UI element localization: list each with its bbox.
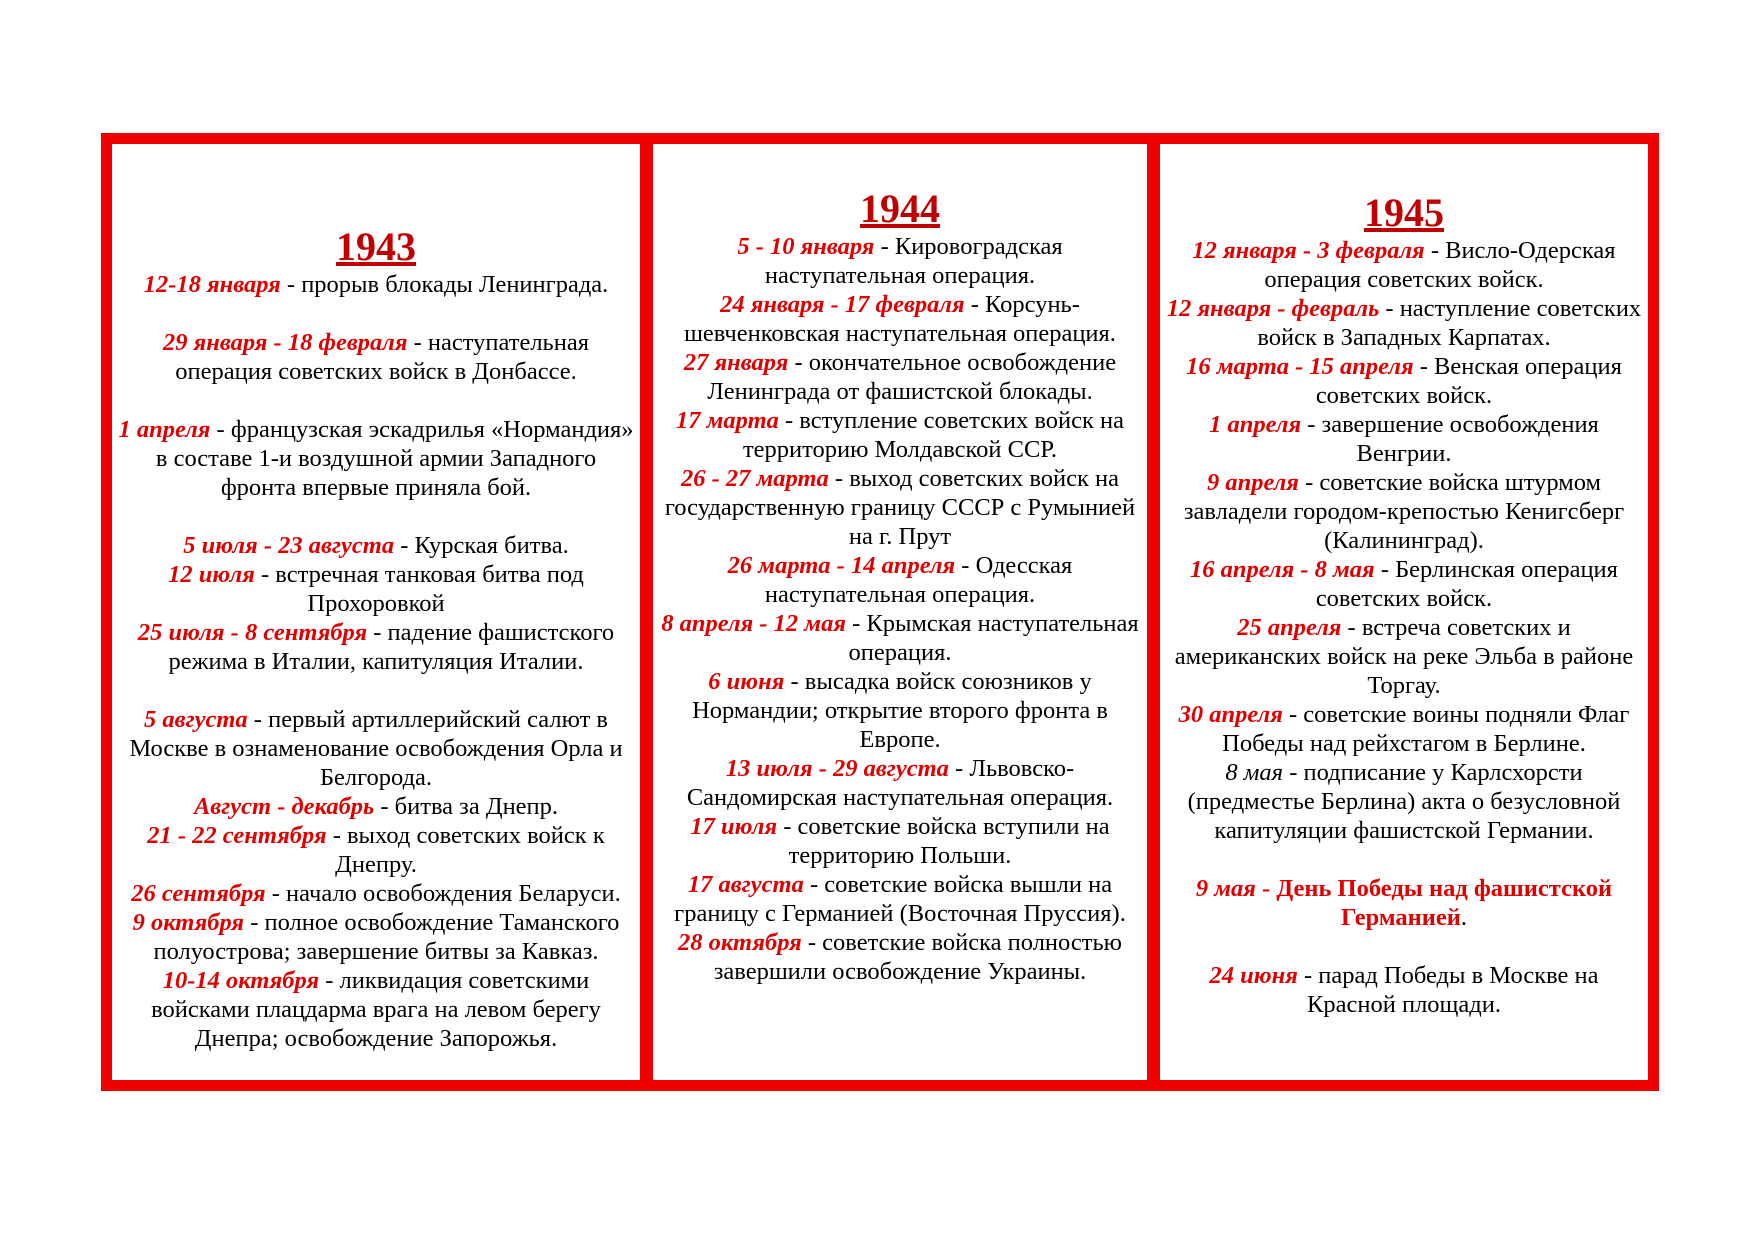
event-date: Август - декабрь bbox=[193, 793, 375, 820]
year-heading: 1944 bbox=[860, 186, 940, 231]
event-entry bbox=[657, 348, 1143, 406]
event-text: - падение фашистского режима в Италии, капитуляция Италии. bbox=[168, 619, 615, 675]
column-1943 bbox=[112, 144, 640, 1080]
event-text: - Львовско-Сандомирская наступательная операция. bbox=[686, 755, 1114, 811]
event-text: - французская эскадрилья «Нормандия» в составе 1-и воздушной армии Западного фронта впервые приняла бой. bbox=[155, 416, 634, 501]
event-text: - Курская битва. bbox=[394, 532, 569, 559]
event-date: 1 апреля bbox=[118, 416, 211, 443]
event-date: 17 июля bbox=[690, 813, 778, 840]
event-date: 5 июля - 23 августа bbox=[183, 532, 395, 559]
event-text-tail: . bbox=[1460, 904, 1467, 931]
event-text: - советские войска штурмом завладели городом-крепостью Кенигсберг (Калининград). bbox=[1183, 469, 1625, 554]
event-date: 12-18 января bbox=[143, 271, 281, 298]
event-text: - Крымская наступательная операция. bbox=[845, 610, 1139, 666]
event-entry bbox=[118, 328, 634, 386]
event-text: - встречная танковая битва под Прохоровкой bbox=[254, 561, 584, 617]
event-text: - завершение освобождения Венгрии. bbox=[1301, 411, 1599, 467]
event-date: 24 июня bbox=[1209, 962, 1298, 989]
event-date: 30 апреля bbox=[1178, 701, 1283, 728]
event-entry bbox=[657, 928, 1143, 986]
event-date: 16 апреля - 8 мая bbox=[1190, 556, 1375, 583]
year-heading: 1943 bbox=[336, 224, 416, 269]
event-text: - Одесская наступательная операция. bbox=[764, 552, 1073, 608]
event-entry bbox=[118, 705, 634, 792]
event-date: 25 апреля bbox=[1237, 614, 1342, 641]
event-date: 26 сентября bbox=[131, 880, 266, 907]
event-text: - Корсунь-шевченковская наступательная операция. bbox=[684, 291, 1116, 347]
event-entry bbox=[657, 406, 1143, 464]
event-entry bbox=[118, 560, 634, 618]
event-entry bbox=[118, 415, 634, 502]
event-entry bbox=[118, 966, 634, 1053]
event-date: 28 октября bbox=[678, 929, 802, 956]
event-date: 25 июля - 8 сентября bbox=[137, 619, 368, 646]
event-text: - советские войска вступили на территорию Польши. bbox=[777, 813, 1110, 869]
event-entry bbox=[118, 879, 634, 908]
event-text: - наступательная операция советских войск в Донбассе. bbox=[175, 329, 589, 385]
event-text: - советские воины подняли Флаг Победы над рейхстагом в Берлине. bbox=[1222, 701, 1630, 757]
event-entry bbox=[1164, 236, 1644, 294]
event-text: - советские войска вышли на границу с Германией (Восточная Пруссия). bbox=[674, 871, 1126, 927]
column-1944 bbox=[640, 144, 1147, 1080]
event-text: - Венская операция советских войск. bbox=[1315, 353, 1622, 409]
event-text: - битва за Днепр. bbox=[374, 793, 559, 820]
event-text: - Висло-Одерская операция советских войск. bbox=[1264, 237, 1616, 293]
event-date: 13 июля - 29 августа bbox=[725, 755, 949, 782]
event-entry bbox=[657, 609, 1143, 667]
event-date: 8 мая bbox=[1225, 759, 1284, 786]
event-date: 24 января - 17 февраля bbox=[720, 291, 965, 318]
event-entry bbox=[118, 531, 634, 560]
event-entry bbox=[118, 821, 634, 879]
event-entry bbox=[657, 754, 1143, 812]
event-text: - подписание у Карлсхорсти (предместье Берлина) акта о безусловной капитуляции фашистской Германии. bbox=[1187, 759, 1621, 844]
event-entry bbox=[118, 792, 634, 821]
event-text: - Берлинская операция советских войск. bbox=[1315, 556, 1618, 612]
event-date: 1 апреля bbox=[1209, 411, 1302, 438]
year-heading: 1945 bbox=[1364, 190, 1444, 235]
event-date: 9 мая bbox=[1195, 875, 1256, 902]
event-entry bbox=[1164, 874, 1644, 932]
column-1945 bbox=[1147, 144, 1648, 1080]
event-date: 9 октября bbox=[132, 909, 245, 936]
event-entry bbox=[1164, 961, 1644, 1019]
event-date: 5 августа bbox=[144, 706, 248, 733]
event-date: 12 июля bbox=[168, 561, 255, 588]
event-entry bbox=[657, 551, 1143, 609]
event-entry bbox=[657, 812, 1143, 870]
event-text: - советские войска полностью завершили освобождение Украины. bbox=[713, 929, 1122, 985]
event-date: 6 июня bbox=[708, 668, 785, 695]
event-entry bbox=[1164, 555, 1644, 613]
event-text: - первый артиллерийский салют в Москве в ознаменование освобождения Орла и Белгорода. bbox=[129, 706, 623, 791]
event-text: - День Победы над фашистской Германией bbox=[1255, 875, 1613, 931]
event-entry bbox=[657, 667, 1143, 754]
event-text: - вступление советских войск на территорию Молдавской ССР. bbox=[742, 407, 1125, 463]
event-text: - наступление советских войск в Западных Карпатах. bbox=[1257, 295, 1642, 351]
event-text: - ликвидация советскими войсками плацдарма врага на левом берегу Днепра; освобождение Запорожья. bbox=[151, 967, 601, 1052]
chronology-frame bbox=[101, 133, 1659, 1091]
event-text: - парад Победы в Москве на Красной площади. bbox=[1297, 962, 1599, 1018]
event-entry bbox=[1164, 468, 1644, 555]
event-entry bbox=[1164, 700, 1644, 758]
event-date: 17 августа bbox=[687, 871, 804, 898]
event-text: - полное освобождение Таманского полуострова; завершение битвы за Кавказ. bbox=[153, 909, 620, 965]
event-text: - Кировоградская наступательная операция. bbox=[764, 233, 1063, 289]
event-entry bbox=[1164, 294, 1644, 352]
event-entry bbox=[118, 618, 634, 676]
event-text: - начало освобождения Беларуси. bbox=[265, 880, 621, 907]
event-date: 5 - 10 января bbox=[737, 233, 875, 260]
event-date: 27 января bbox=[683, 349, 789, 376]
event-entry bbox=[657, 290, 1143, 348]
event-date: 12 января - февраль bbox=[1166, 295, 1380, 322]
event-entry bbox=[1164, 352, 1644, 410]
event-text: - встреча советских и американских войск на реке Эльба в районе Торгау. bbox=[1174, 614, 1634, 699]
event-date: 12 января - 3 февраля bbox=[1192, 237, 1425, 264]
event-entry bbox=[657, 232, 1143, 290]
event-entry bbox=[118, 270, 634, 299]
event-text: - прорыв блокады Ленинграда. bbox=[280, 271, 609, 298]
event-text: - окончательное освобождение Ленинграда от фашистской блокады. bbox=[707, 349, 1117, 405]
event-date: 10-14 октября bbox=[162, 967, 320, 994]
event-entry bbox=[1164, 613, 1644, 700]
event-date: 21 - 22 сентября bbox=[147, 822, 327, 849]
event-date: 9 апреля bbox=[1206, 469, 1299, 496]
event-entry bbox=[1164, 410, 1644, 468]
event-entry bbox=[118, 908, 634, 966]
event-date: 17 марта bbox=[675, 407, 779, 434]
event-text: - выход советских войск к Днепру. bbox=[326, 822, 605, 878]
event-entry bbox=[657, 870, 1143, 928]
event-text: - высадка войск союзников у Нормандии; открытие второго фронта в Европе. bbox=[692, 668, 1108, 753]
event-text: - выход советских войск на государственную границу СССР с Румынией на г. Прут bbox=[664, 465, 1136, 550]
event-date: 8 апреля - 12 мая bbox=[661, 610, 846, 637]
event-date: 16 марта - 15 апреля bbox=[1186, 353, 1414, 380]
event-date: 29 января - 18 февраля bbox=[162, 329, 408, 356]
event-date: 26 марта - 14 апреля bbox=[727, 552, 956, 579]
event-date: 26 - 27 марта bbox=[680, 465, 829, 492]
event-entry bbox=[1164, 758, 1644, 845]
event-entry bbox=[657, 464, 1143, 551]
